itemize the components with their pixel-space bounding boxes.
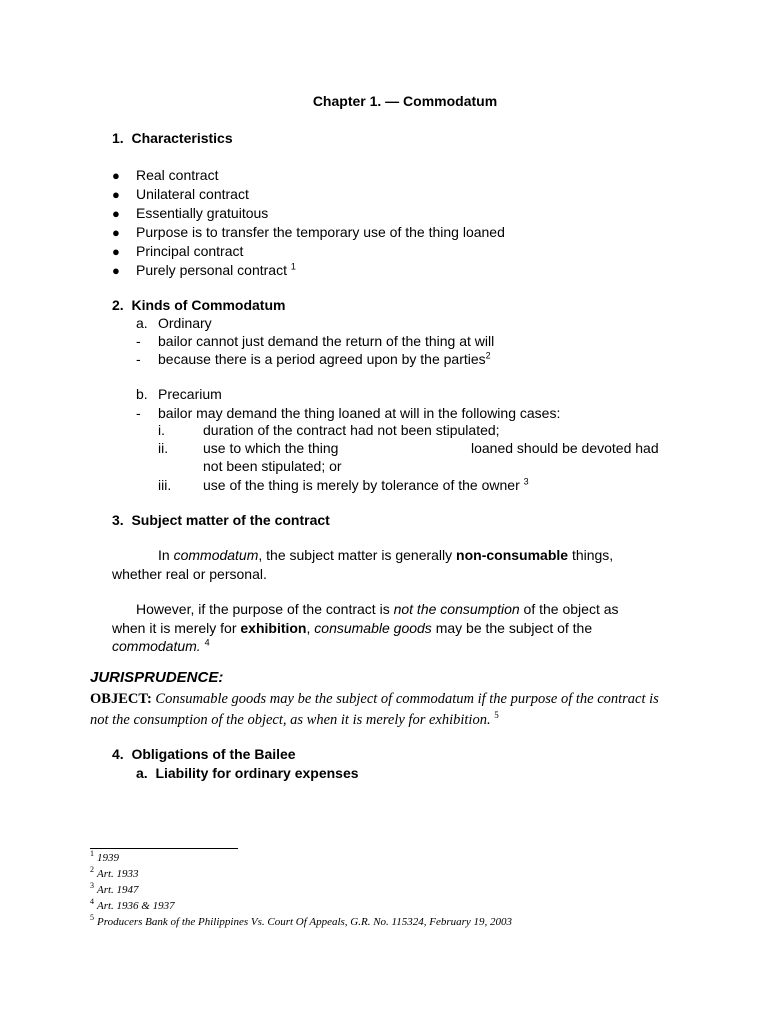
list-item: Principal contract [136, 243, 244, 259]
kind-a-item: bailor cannot just demand the return of the thing at will [158, 333, 495, 349]
case-text: not been stipulated; or [203, 458, 342, 474]
kind-b-label: Precarium [158, 386, 222, 402]
kind-b-intro: bailor may demand the thing loaned at will in the following cases: [158, 405, 561, 421]
bullet-icon: ● [112, 225, 120, 240]
dash-marker: - [136, 351, 141, 367]
footnote-ref: 1 [290, 261, 296, 272]
bullet-icon: ● [112, 206, 120, 221]
bullet-icon: ● [112, 187, 120, 202]
kind-a-marker: a. [136, 315, 148, 331]
section-1-heading: 1. Characteristics [112, 130, 233, 146]
paragraph-subject-line2: whether real or personal. [112, 566, 267, 582]
list-item: Purpose is to transfer the temporary use of the thing loaned [136, 224, 505, 240]
jurisprudence-text: OBJECT: Consumable goods may be the subject of commodatum if the purpose of the contract is not the consumption of the object, as when it is merely for exhibition. $^5$ [90, 691, 659, 728]
footnote-separator [90, 848, 238, 849]
paragraph-however-line3: commodatum. $^4$ [112, 637, 210, 654]
dash-marker: - [136, 333, 141, 349]
section-4-subheading: a. Liability for ordinary expenses [136, 765, 359, 781]
dash-marker: - [136, 405, 141, 421]
footnote: $^5$ Producers Bank of the Philippines Vs. Court Of Appeals, G.R. No. 115324, February 19, 2003 [90, 913, 513, 928]
list-item: Essentially gratuitous [136, 205, 269, 221]
footnote: $^2$ Art. 1933 [90, 865, 139, 880]
bullet-icon: ● [112, 263, 120, 278]
case-text: use of the thing is merely by tolerance of the owner $^3$ [203, 476, 529, 493]
page-title: Chapter 1. — Commodatum [312, 93, 498, 109]
paragraph-however-line2: when it is merely for exhibition, consumable goods may be the subject of the [112, 620, 593, 636]
paragraph-however-line1: However, if the purpose of the contract is not the consumption of the object as [136, 601, 619, 617]
case-text: duration of the contract had not been stipulated; [203, 422, 500, 438]
section-2-heading: 2. Kinds of Commodatum [112, 297, 286, 313]
bullet-icon: ● [112, 168, 120, 183]
list-item: Unilateral contract [136, 186, 249, 202]
footnote: $^1$ 1939 [90, 849, 119, 864]
kind-a-item: because there is a period agreed upon by the parties$^2$ [158, 350, 491, 367]
section-3-heading: 3. Subject matter of the contract [112, 512, 330, 528]
case-number: iii. [158, 477, 172, 493]
footnote: $^4$ Art. 1936 & 1937 [90, 897, 175, 912]
paragraph-subject-line1: In commodatum, the subject matter is generally non-consumable things, [158, 547, 614, 563]
object-label: OBJECT: [90, 691, 152, 707]
case-text: loaned should be devoted had [471, 440, 659, 456]
case-number: i. [158, 422, 165, 438]
list-item: Purely personal contract $^1$ [136, 261, 296, 278]
kind-b-marker: b. [136, 386, 148, 402]
section-4-heading: 4. Obligations of the Bailee [112, 746, 296, 762]
list-item: Real contract [136, 167, 219, 183]
footnote-ref: 2 [485, 350, 491, 361]
footnote: $^3$ Art. 1947 [90, 881, 139, 896]
case-text: use to which the thing [203, 440, 339, 456]
case-number: ii. [158, 440, 169, 456]
footnote-ref: 4 [204, 637, 210, 648]
jurisprudence-heading: JURISPRUDENCE: [90, 669, 224, 686]
bullet-icon: ● [112, 244, 120, 259]
kind-a-label: Ordinary [158, 315, 212, 331]
footnote-ref: 5 [494, 710, 499, 721]
footnote-ref: 3 [523, 476, 529, 487]
